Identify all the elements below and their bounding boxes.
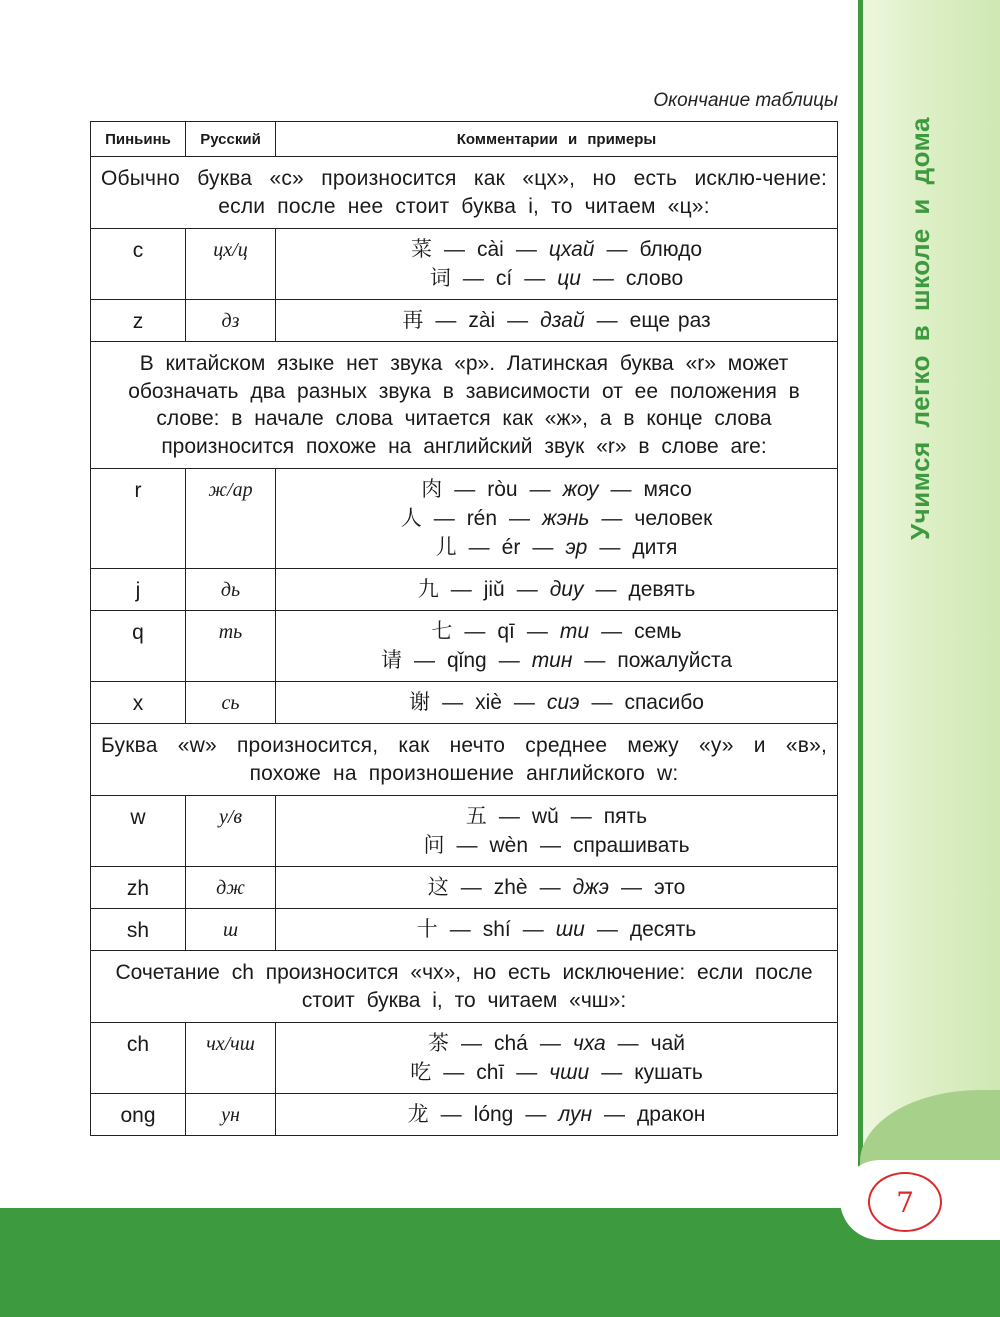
pinyin-word: zhè: [493, 876, 528, 899]
translation: человек: [634, 507, 713, 530]
reading: жэнь: [542, 507, 590, 530]
dash: —: [596, 309, 618, 332]
example-line: [280, 915, 833, 944]
example-line: [280, 802, 833, 831]
reading: ши: [555, 918, 585, 941]
translation: спрашивать: [573, 834, 690, 857]
dash: —: [443, 1061, 465, 1084]
dash: —: [526, 620, 548, 643]
pinyin-cell: zh: [91, 867, 186, 909]
pinyin-cell: j: [91, 569, 186, 611]
hanzi: 这: [427, 875, 449, 899]
dash: —: [595, 578, 617, 601]
reading: сиэ: [546, 691, 580, 714]
pinyin-word: wǔ: [531, 805, 559, 828]
pinyin-word: xiè: [475, 691, 502, 714]
hanzi: 儿: [435, 535, 457, 559]
translation: еще раз: [629, 309, 711, 332]
dash: —: [440, 1103, 462, 1126]
dash: —: [513, 691, 535, 714]
russian-cell: чх/чш: [186, 1023, 276, 1094]
dash: —: [464, 620, 486, 643]
examples-cell: [276, 796, 838, 867]
hanzi: 七: [431, 619, 453, 643]
dash: —: [515, 238, 537, 261]
dash: —: [610, 478, 632, 501]
pinyin-word: lóng: [473, 1103, 514, 1126]
hanzi: 谢: [409, 690, 431, 714]
dash: —: [498, 649, 520, 672]
dash: —: [591, 691, 613, 714]
dash: —: [620, 876, 642, 899]
dash: —: [433, 507, 455, 530]
russian-cell: ун: [186, 1094, 276, 1136]
table-caption: Окончание таблицы: [653, 90, 838, 111]
dash: —: [584, 649, 606, 672]
example-line: [280, 1100, 833, 1129]
table-row: [91, 469, 838, 569]
pinyin-word: ér: [501, 536, 521, 559]
table-row: [91, 682, 838, 724]
header-comments: Комментарии и примеры: [276, 122, 838, 157]
table-row: [91, 867, 838, 909]
dash: —: [449, 918, 471, 941]
example-line: [280, 617, 833, 646]
translation: мясо: [643, 478, 692, 501]
translation: пожалуйста: [617, 649, 733, 672]
dash: —: [525, 1103, 547, 1126]
example-line: [280, 475, 833, 504]
russian-cell: у/в: [186, 796, 276, 867]
reading: лун: [558, 1103, 593, 1126]
hanzi: 人: [400, 506, 422, 530]
dash: —: [539, 876, 561, 899]
pinyin-cell: w: [91, 796, 186, 867]
examples-cell: [276, 1094, 838, 1136]
translation: девять: [628, 578, 696, 601]
russian-cell: цх/ц: [186, 229, 276, 300]
russian-cell: ш: [186, 909, 276, 951]
translation: десять: [629, 918, 697, 941]
reading: цхай: [548, 238, 595, 261]
table-row: [91, 1094, 838, 1136]
example-line: [280, 235, 833, 264]
pinyin-word: cài: [476, 238, 504, 261]
pinyin-table: [90, 121, 838, 1136]
russian-cell: дь: [186, 569, 276, 611]
reading: джэ: [572, 876, 609, 899]
note-c: Обычно буква «c» произносится как «цх», но есть исклю-чение: если после нее стоит буква i, то читаем «ц»:: [91, 157, 838, 229]
hanzi: 五: [465, 804, 487, 828]
example-line: [280, 831, 833, 860]
dash: —: [498, 805, 520, 828]
header-russian: Русский: [186, 122, 276, 157]
dash: —: [460, 876, 482, 899]
hanzi: 九: [417, 577, 439, 601]
translation: дитя: [632, 536, 678, 559]
translation: кушать: [634, 1061, 703, 1084]
example-line: [280, 646, 833, 675]
dash: —: [462, 267, 484, 290]
dash: —: [507, 309, 529, 332]
hanzi: 茶: [427, 1031, 449, 1055]
examples-cell: [276, 682, 838, 724]
examples-cell: [276, 469, 838, 569]
dash: —: [539, 1032, 561, 1055]
dash: —: [599, 536, 621, 559]
dash: —: [596, 918, 618, 941]
dash: —: [468, 536, 490, 559]
dash: —: [540, 834, 561, 857]
pinyin-cell: r: [91, 469, 186, 569]
translation: слово: [625, 267, 684, 290]
dash: —: [413, 649, 435, 672]
dash: —: [460, 1032, 482, 1055]
note-r: В китайском языке нет звука «р». Латинская буква «r» может обозначать два разных звука в зависимости от ее положения в слове: в начале слова читается как «ж», а в конце слова произносится похоже на английский звук «r» в слове are:: [91, 342, 838, 469]
dash: —: [522, 918, 544, 941]
pinyin-cell: q: [91, 611, 186, 682]
reading: чши: [549, 1061, 590, 1084]
reading: ти: [559, 620, 590, 643]
note-ch: Сочетание ch произносится «чх», но есть исключение: если после стоит буква i, то читаем «чш»:: [91, 951, 838, 1023]
dash: —: [524, 267, 546, 290]
hanzi: 菜: [410, 237, 432, 261]
russian-cell: дж: [186, 867, 276, 909]
hanzi: 词: [429, 266, 451, 290]
example-line: [280, 264, 833, 293]
dash: —: [592, 267, 614, 290]
dash: —: [442, 691, 464, 714]
examples-cell: [276, 300, 838, 342]
pinyin-word: qī: [497, 620, 515, 643]
example-line: [280, 575, 833, 604]
dash: —: [454, 478, 476, 501]
dash: —: [617, 1032, 639, 1055]
dash: —: [516, 578, 538, 601]
example-line: [280, 1029, 833, 1058]
dash: —: [606, 238, 628, 261]
pinyin-word: jiǔ: [483, 578, 505, 601]
translation: спасибо: [624, 691, 704, 714]
pinyin-word: zài: [468, 309, 496, 332]
table-row: [91, 611, 838, 682]
hanzi: 肉: [421, 477, 443, 501]
pinyin-cell: c: [91, 229, 186, 300]
reading: тин: [531, 649, 573, 672]
pinyin-word: qǐng: [446, 649, 487, 672]
dash: —: [450, 578, 472, 601]
dash: —: [601, 1061, 623, 1084]
russian-cell: дз: [186, 300, 276, 342]
example-line: [280, 873, 833, 902]
dash: —: [456, 834, 478, 857]
pinyin-cell: ch: [91, 1023, 186, 1094]
hanzi: 吃: [410, 1060, 432, 1084]
example-line: [280, 533, 833, 562]
hanzi: 十: [416, 917, 438, 941]
examples-cell: [276, 229, 838, 300]
example-line: [280, 306, 833, 335]
hanzi: 请: [380, 648, 402, 672]
russian-cell: сь: [186, 682, 276, 724]
russian-cell: ж/ар: [186, 469, 276, 569]
examples-cell: [276, 569, 838, 611]
note-w: Буква «w» произносится, как нечто среднее межу «у» и «в», похоже на произношение английского w:: [91, 724, 838, 796]
pinyin-cell: z: [91, 300, 186, 342]
translation: блюдо: [639, 238, 703, 261]
page-number: 7: [868, 1172, 942, 1232]
dash: —: [570, 805, 592, 828]
dash: —: [516, 1061, 538, 1084]
pinyin-word: wèn: [489, 834, 528, 857]
table-row: [91, 300, 838, 342]
reading: чха: [572, 1032, 606, 1055]
dash: —: [529, 478, 551, 501]
table-row: [91, 796, 838, 867]
dash: —: [604, 1103, 626, 1126]
examples-cell: [276, 611, 838, 682]
pinyin-word: chī: [476, 1061, 505, 1084]
translation: семь: [634, 620, 682, 643]
translation: пять: [603, 805, 648, 828]
reading: диу: [549, 578, 584, 601]
russian-cell: ть: [186, 611, 276, 682]
header-pinyin: Пиньинь: [91, 122, 186, 157]
translation: дракон: [637, 1103, 706, 1126]
table-row: [91, 909, 838, 951]
example-line: [280, 688, 833, 717]
examples-cell: [276, 1023, 838, 1094]
reading: жоу: [562, 478, 599, 501]
hanzi: 再: [402, 308, 424, 332]
dash: —: [532, 536, 554, 559]
side-title: Учимся легко в школе и дома: [905, 117, 935, 540]
table-row: [91, 1023, 838, 1094]
table-row: [91, 229, 838, 300]
pinyin-word: chá: [493, 1032, 528, 1055]
pinyin-word: rén: [466, 507, 498, 530]
dash: —: [509, 507, 531, 530]
pinyin-cell: x: [91, 682, 186, 724]
header-row: [91, 122, 838, 157]
examples-cell: [276, 909, 838, 951]
pinyin-cell: sh: [91, 909, 186, 951]
dash: —: [443, 238, 465, 261]
dash: —: [601, 620, 623, 643]
reading: ци: [557, 267, 581, 290]
pinyin-word: shí: [482, 918, 511, 941]
table-row: [91, 569, 838, 611]
dash: —: [435, 309, 457, 332]
example-line: [280, 1058, 833, 1087]
translation: это: [653, 876, 686, 899]
example-line: [280, 504, 833, 533]
pinyin-word: ròu: [487, 478, 518, 501]
reading: эр: [565, 536, 588, 559]
translation: чай: [650, 1032, 686, 1055]
reading: дзай: [540, 309, 585, 332]
examples-cell: [276, 867, 838, 909]
hanzi: 问: [423, 833, 445, 857]
pinyin-cell: ong: [91, 1094, 186, 1136]
pinyin-word: cí: [495, 267, 513, 290]
dash: —: [601, 507, 623, 530]
hanzi: 龙: [407, 1102, 429, 1126]
